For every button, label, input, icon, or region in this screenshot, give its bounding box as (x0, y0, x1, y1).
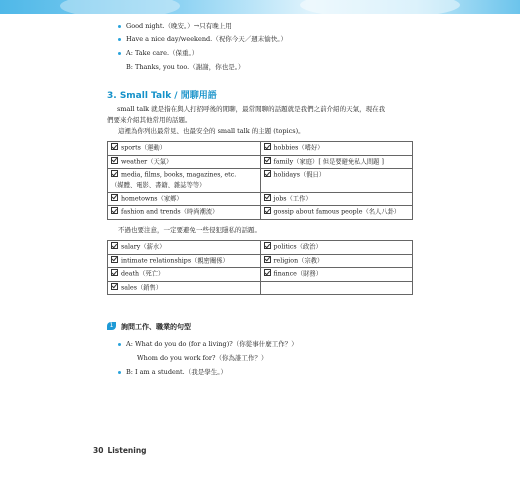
table-cell: fashion and trends（時尚潮流） (108, 206, 261, 220)
list-item: Good night.（晚安。）→只有晚上用 (118, 21, 232, 30)
bullet-icon (118, 371, 121, 374)
paragraph: 們要來介紹其他常用的話題。 (107, 116, 192, 124)
table-cell: hometowns（家鄉） (108, 192, 261, 206)
table-row (108, 169, 413, 193)
table-row (108, 281, 413, 295)
safe-topics-table (107, 141, 413, 220)
table-cell: religion（宗教） (260, 254, 413, 268)
bullet-icon (118, 52, 121, 55)
table-row (108, 206, 413, 220)
table-cell: salary（薪水） (108, 241, 261, 255)
checkbox-icon (264, 256, 271, 263)
bullet-icon (118, 38, 121, 41)
cell-text-line: （媒體、電影、書籍、雜誌等等） (111, 181, 206, 189)
table-row (108, 268, 413, 282)
checkbox-icon (264, 143, 271, 150)
checkbox-icon (264, 170, 271, 177)
paragraph: 這裡為你列出最常見、也最安全的 small talk 的主題 (topics)。 (118, 127, 305, 135)
table-cell: weather（天氣） (108, 155, 261, 169)
table-cell: death（死亡） (108, 268, 261, 282)
table-row (108, 254, 413, 268)
table-cell: jobs（工作） (260, 192, 413, 206)
top-decorative-band (0, 0, 520, 14)
checkbox-icon (111, 242, 118, 249)
table-row (108, 155, 413, 169)
list-item: Have a nice day/weekend.（祝你今天／週末愉快。） (118, 34, 287, 43)
table-cell: politics（政治） (260, 241, 413, 255)
table-cell: sales（銷售） (108, 281, 261, 295)
page-number: 30 (93, 446, 104, 455)
bullet-icon (118, 343, 121, 346)
checkbox-icon (111, 170, 118, 177)
table-row (108, 142, 413, 156)
band-highlight (300, 0, 460, 18)
list-item: B: I am a student.（我是學生。） (118, 367, 227, 376)
band-highlight (60, 0, 180, 18)
table-cell: intimate relationships（親密關係） (108, 254, 261, 268)
checkbox-icon (264, 207, 271, 214)
cell-text: media, films, books, magazines, etc. （媒體、電影、書籍、雜誌等等） (111, 171, 237, 189)
checkbox-icon (111, 256, 118, 263)
paragraph: small talk 就是指在與人打招呼後的閒聊，最常閒聊的話題就是我們之前介紹的天氣，現在我 (117, 105, 386, 113)
number-badge: 1 (107, 322, 116, 330)
table-cell: gossip about famous people（名人八卦） (260, 206, 413, 220)
list-item: A: What do you do (for a living)?（你從事什麼工作？） (118, 339, 298, 348)
list-item: B: Thanks, you too.（謝謝，你也是。） (126, 63, 245, 71)
checkbox-icon (111, 283, 118, 290)
table-row (108, 241, 413, 255)
checkbox-icon (264, 157, 271, 164)
footer-label: Listening (107, 446, 147, 455)
table-cell: hobbies（嗜好） (260, 142, 413, 156)
checkbox-icon (111, 194, 118, 201)
avoid-topics-table (107, 240, 413, 295)
section-heading: 3. Small Talk / 閒聊用語 (107, 91, 217, 101)
checkbox-icon (264, 242, 271, 249)
list-item: Whom do you work for?（你為誰工作？） (137, 354, 268, 362)
table-cell: sports（運動） (108, 142, 261, 156)
list-item: A: Take care.（保重。） (118, 48, 198, 57)
table-cell (108, 169, 261, 193)
checkbox-icon (264, 194, 271, 201)
table-cell: finance（財務） (260, 268, 413, 282)
bullet-icon (118, 25, 121, 28)
page-footer (93, 446, 147, 455)
subsection-title: 詢問工作、職業的句型 (121, 322, 191, 331)
checkbox-icon (111, 207, 118, 214)
checkbox-icon (111, 143, 118, 150)
checkbox-icon (111, 269, 118, 276)
checkbox-icon (111, 157, 118, 164)
table-row (108, 192, 413, 206)
table-cell: holidays（假日） (260, 169, 413, 193)
checkbox-icon (264, 269, 271, 276)
table-cell (260, 281, 413, 295)
table-cell: family（家庭）[ 但是要避免私人問題 ] (260, 155, 413, 169)
paragraph: 不過也要注意，一定要避免一些侵犯隱私的話題。 (118, 226, 261, 234)
